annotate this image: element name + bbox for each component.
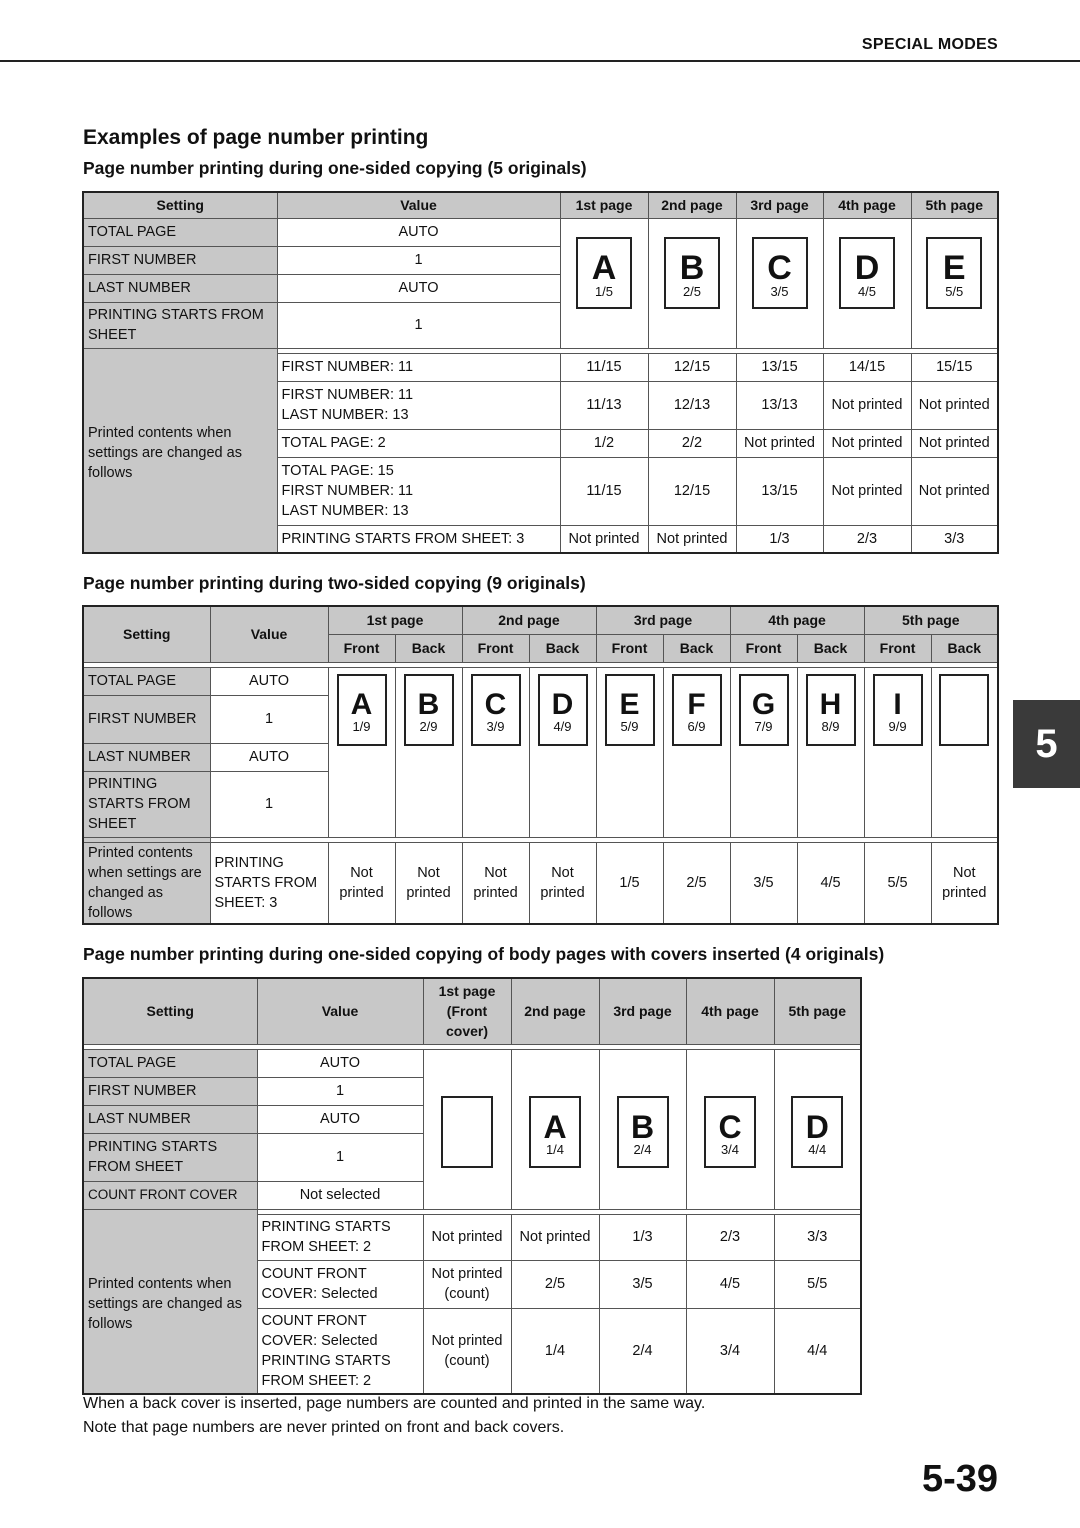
page-letter: D [551,687,574,721]
page-fraction: 5/5 [945,283,964,299]
result-cell: 4/5 [797,842,864,924]
col-page-4: 4th page [823,192,911,218]
col-setting: Setting [83,192,277,218]
result-cell: 4/5 [686,1260,774,1308]
changed-value: PRINTING STARTS FROM SHEET: 3 [277,525,560,553]
setting-value: AUTO [210,667,328,695]
table-row [83,218,998,246]
result-cell: 13/13 [736,381,823,429]
page-letter: D [805,1108,829,1145]
result-cell: 14/15 [823,353,911,381]
page-letter: G [751,687,776,721]
page-image [560,218,648,348]
result-cell: 12/13 [648,381,736,429]
page-fraction: 2/9 [419,718,438,734]
result-cell: Not printed [395,842,462,924]
result-cell: 2/4 [599,1308,686,1394]
page-image [864,667,931,837]
result-cell: 1/5 [596,842,663,924]
page-letter: D [854,248,880,287]
setting-value: AUTO [257,1105,423,1133]
result-cell: 5/5 [774,1260,861,1308]
page-letter: A [543,1108,567,1145]
section3-heading: Page number printing during one-sided copying of body pages with covers inserted (4 originals) [83,944,885,964]
page-fraction: 1/4 [545,1141,565,1157]
col-back: Back [395,634,462,662]
result-cell: 11/15 [560,353,648,381]
setting-value: 1 [257,1133,423,1181]
col-value: Value [210,606,328,662]
page-fraction: 4/9 [553,718,572,734]
changed-value: COUNT FRONT COVER: Selected PRINTING STARTS FROM SHEET: 2 [257,1308,423,1394]
col-page-1: 1st page [560,192,648,218]
changes-label: Printed contents when settings are changed as follows [83,1214,257,1394]
col-page-5: 5th page [774,978,861,1044]
table-row [83,353,998,381]
col-front: Front [730,634,797,662]
result-cell: 4/4 [774,1308,861,1394]
page-fraction: 7/9 [754,718,773,734]
page-fraction: 6/9 [687,718,706,734]
result-cell: 2/5 [511,1260,599,1308]
section1-heading: Page number printing during one-sided copying (5 originals) [83,158,587,178]
result-cell: 15/15 [911,353,998,381]
setting-name: COUNT FRONT COVER [83,1181,257,1209]
page-fraction: 5/9 [620,718,639,734]
result-cell: 3/3 [911,525,998,553]
page-letter: C [484,687,507,721]
col-page-2: 2nd page [462,606,596,634]
chapter-tab: 5 [1013,700,1080,788]
setting-name: LAST NUMBER [83,1105,257,1133]
result-cell: 11/15 [560,457,648,525]
page-letter: I [893,687,902,721]
page-letter: C [718,1108,742,1145]
col-page-1: 1st page [328,606,462,634]
note-back-cover: When a back cover is inserted, page numbers are counted and printed in the same way. [83,1395,706,1412]
page-image [686,1049,774,1209]
col-page-3: 3rd page [596,606,730,634]
changes-label: Printed contents when settings are changed as follows [83,353,277,553]
result-cell: Not printed [911,381,998,429]
result-cell: 1/2 [560,429,648,457]
result-cell: Not printed [823,381,911,429]
col-page-3: 3rd page [736,192,823,218]
col-front: Front [596,634,663,662]
table-two-sided [82,605,999,925]
col-page-5: 5th page [864,606,998,634]
page-image [596,667,663,837]
page-image [599,1049,686,1209]
page-letter: B [679,248,705,287]
result-cell: 2/3 [823,525,911,553]
result-cell: Not printed [462,842,529,924]
col-page-2: 2nd page [511,978,599,1044]
col-page-5: 5th page [911,192,998,218]
setting-value: 1 [257,1077,423,1105]
setting-name: PRINTING STARTS FROM SHEET [83,1133,257,1181]
result-cell: Not printed (count) [423,1308,511,1394]
result-cell: 2/5 [663,842,730,924]
page-letter: F [687,687,706,721]
col-back: Back [663,634,730,662]
page-image [663,667,730,837]
result-cell: 12/15 [648,353,736,381]
page-fraction: 9/9 [888,718,907,734]
result-cell: 3/5 [599,1260,686,1308]
result-cell: Not printed (count) [423,1260,511,1308]
col-front: Front [864,634,931,662]
setting-value: AUTO [277,218,560,246]
result-cell: Not printed [328,842,395,924]
result-cell: 2/2 [648,429,736,457]
col-value: Value [257,978,423,1044]
setting-value: AUTO [210,743,328,771]
page-fraction: 3/9 [486,718,505,734]
page-letter: E [619,687,640,721]
page-fraction: 8/9 [821,718,840,734]
result-cell: Not printed [511,1214,599,1260]
col-setting: Setting [83,606,210,662]
result-cell: 3/5 [730,842,797,924]
page-fraction: 4/4 [808,1141,827,1157]
page-image [774,1049,861,1209]
page-image [529,667,596,837]
section2-heading: Page number printing during two-sided copying (9 originals) [83,573,586,593]
page-fraction: 1/5 [594,283,614,299]
result-cell: 3/3 [774,1214,861,1260]
result-cell: Not printed [648,525,736,553]
setting-name: LAST NUMBER [83,274,277,302]
page-image [730,667,797,837]
result-cell: Not printed [911,429,998,457]
table-covers [82,977,862,1395]
result-cell: Not printed [560,525,648,553]
result-cell: 1/3 [599,1214,686,1260]
result-cell: 13/15 [736,457,823,525]
page-letter: H [819,687,842,721]
page-number: 5-39 [921,1458,998,1500]
page-image [648,218,736,348]
setting-name: FIRST NUMBER [83,246,277,274]
result-cell: 13/15 [736,353,823,381]
col-page-4: 4th page [730,606,864,634]
col-back: Back [529,634,596,662]
col-front: Front [462,634,529,662]
section-header: SPECIAL MODES [861,36,998,53]
setting-name: FIRST NUMBER [83,695,210,743]
changes-label: Printed contents when settings are changed as follows [83,842,210,924]
table-row [83,667,998,695]
page-fraction: 3/4 [720,1141,740,1157]
page-fraction: 2/5 [682,283,702,299]
result-cell: 3/4 [686,1308,774,1394]
setting-value: 1 [210,695,328,743]
result-cell: 1/4 [511,1308,599,1394]
page-image [511,1049,599,1209]
page-letter: B [630,1108,655,1145]
page-image-blank [931,667,998,837]
col-page-1: 1st page (Front cover) [423,978,511,1044]
col-page-4: 4th page [686,978,774,1044]
col-back: Back [797,634,864,662]
result-cell: 5/5 [864,842,931,924]
page-letter: E [942,248,966,287]
setting-value: AUTO [257,1049,423,1077]
col-front: Front [328,634,395,662]
setting-value: Not selected [257,1181,423,1209]
page-letter: B [417,687,440,721]
setting-name: TOTAL PAGE [83,1049,257,1077]
setting-name: TOTAL PAGE [83,667,210,695]
result-cell: 12/15 [648,457,736,525]
page-letter: C [767,248,792,287]
setting-value: 1 [277,302,560,348]
page-image [823,218,911,348]
setting-name: LAST NUMBER [83,743,210,771]
setting-name: TOTAL PAGE [83,218,277,246]
result-cell: Not printed [823,429,911,457]
changed-value: PRINTING STARTS FROM SHEET: 3 [210,842,328,924]
setting-name: PRINTING STARTS FROM SHEET [83,302,277,348]
result-cell: 11/13 [560,381,648,429]
result-cell: 2/3 [686,1214,774,1260]
setting-value: AUTO [277,274,560,302]
result-cell: Not printed [823,457,911,525]
page-image [911,218,998,348]
changed-value: FIRST NUMBER: 11 LAST NUMBER: 13 [277,381,560,429]
setting-name: PRINTING STARTS FROM SHEET [83,771,210,837]
changed-value: TOTAL PAGE: 2 [277,429,560,457]
col-page-2: 2nd page [648,192,736,218]
page-fraction: 1/9 [352,718,371,734]
result-cell: Not printed [931,842,998,924]
changed-value: TOTAL PAGE: 15 FIRST NUMBER: 11 LAST NUMBER: 13 [277,457,560,525]
result-cell: Not printed [736,429,823,457]
page-title: Examples of page number printing [83,126,429,149]
header-rule [0,60,1080,62]
table-row [83,842,998,924]
setting-value: 1 [210,771,328,837]
page-image [328,667,395,837]
changed-value: FIRST NUMBER: 11 [277,353,560,381]
page-fraction: 4/5 [857,283,877,299]
table-row [83,1214,861,1260]
changed-value: COUNT FRONT COVER: Selected [257,1260,423,1308]
result-cell: Not printed [529,842,596,924]
setting-name: FIRST NUMBER [83,1077,257,1105]
setting-value: 1 [277,246,560,274]
page-image [395,667,462,837]
page-letter: A [591,248,617,287]
page-image [797,667,864,837]
result-cell: Not printed [423,1214,511,1260]
result-cell: 1/3 [736,525,823,553]
page-image [462,667,529,837]
col-value: Value [277,192,560,218]
changed-value: PRINTING STARTS FROM SHEET: 2 [257,1214,423,1260]
page-image [736,218,823,348]
result-cell: Not printed [911,457,998,525]
page-fraction: 3/5 [770,283,789,299]
note-covers: Note that page numbers are never printed on front and back covers. [83,1419,565,1436]
col-page-3: 3rd page [599,978,686,1044]
page-letter: A [350,687,373,721]
col-back: Back [931,634,998,662]
page-image-blank [423,1049,511,1209]
col-setting: Setting [83,978,257,1044]
table-row [83,1049,861,1077]
table-one-sided [82,191,999,554]
page-fraction: 2/4 [633,1141,652,1157]
